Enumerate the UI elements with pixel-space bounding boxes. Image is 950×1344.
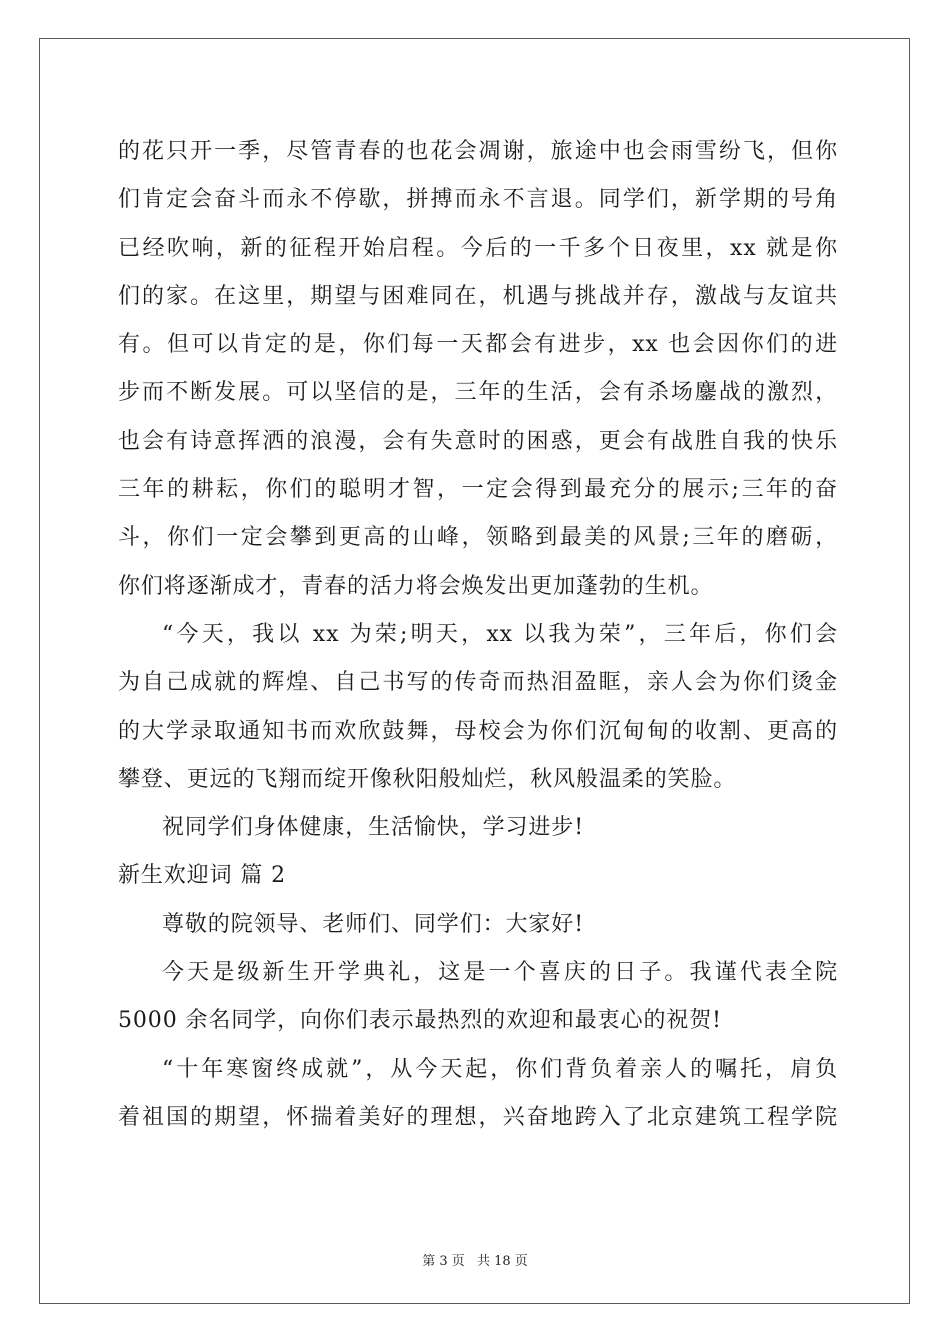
text-line: 5000 余名同学，向你们表示最热烈的欢迎和最衷心的祝贺! — [118, 1008, 722, 1034]
text-line: 攀登、更远的飞翔而绽开像秋阳般灿烂，秋风般温柔的笑脸。 — [118, 766, 737, 792]
text-line: 也会有诗意挥洒的浪漫，会有失意时的困惑，更会有战胜自我的快乐 — [118, 428, 838, 454]
text-line: 你们将逐渐成才，青春的活力将会焕发出更加蓬勃的生机。 — [118, 573, 714, 599]
text-line: 已经吹响，新的征程开始启程。今后的一千多个日夜里，xx 就是你 — [118, 235, 838, 261]
document-body — [118, 128, 838, 1142]
section-heading: 新生欢迎词 篇 2 — [118, 863, 287, 889]
page-total: 共 18 页 — [476, 1254, 528, 1269]
page-footer — [0, 1250, 950, 1269]
text-line: 祝同学们身体健康，生活愉快，学习进步! — [162, 815, 584, 841]
text-line: 的花只开一季，尽管青春的也花会凋谢，旅途中也会雨雪纷飞，但你 — [118, 139, 838, 164]
text-line: 为自己成就的辉煌、自己书写的传奇而热泪盈眶，亲人会为你们烫金 — [118, 670, 838, 696]
text-line: “今天，我以 xx 为荣;明天，xx 以我为荣”，三年后，你们会 — [162, 621, 838, 647]
text-line: 有。但可以肯定的是，你们每一天都会有进步，xx 也会因你们的进 — [118, 332, 838, 358]
text-line: 今天是级新生开学典礼，这是一个喜庆的日子。我谨代表全院 — [162, 960, 838, 986]
text-line: 步而不断发展。可以坚信的是，三年的生活，会有杀场鏖战的激烈， — [118, 380, 838, 406]
text-line: 们的家。在这里，期望与困难同在，机遇与挑战并存，激战与友谊共 — [118, 283, 838, 309]
text-line: 三年的耕耘，你们的聪明才智，一定会得到最充分的展示;三年的奋 — [118, 477, 838, 503]
text-line: “十年寒窗终成就”，从今天起，你们背负着亲人的嘱托，肩负 — [162, 1056, 838, 1082]
text-line: 们肯定会奋斗而永不停歇，拼搏而永不言退。同学们，新学期的号角 — [118, 187, 838, 213]
page-number: 第 3 页 — [422, 1254, 465, 1269]
text-line: 的大学录取通知书而欢欣鼓舞，母校会为你们沉甸甸的收割、更高的 — [118, 718, 838, 744]
text-line: 斗，你们一定会攀到更高的山峰，领略到最美的风景;三年的磨砺， — [118, 525, 838, 551]
text-line: 着祖国的期望，怀揣着美好的理想，兴奋地跨入了北京建筑工程学院 — [118, 1104, 838, 1130]
text-line: 尊敬的院领导、老师们、同学们：大家好! — [162, 911, 584, 937]
